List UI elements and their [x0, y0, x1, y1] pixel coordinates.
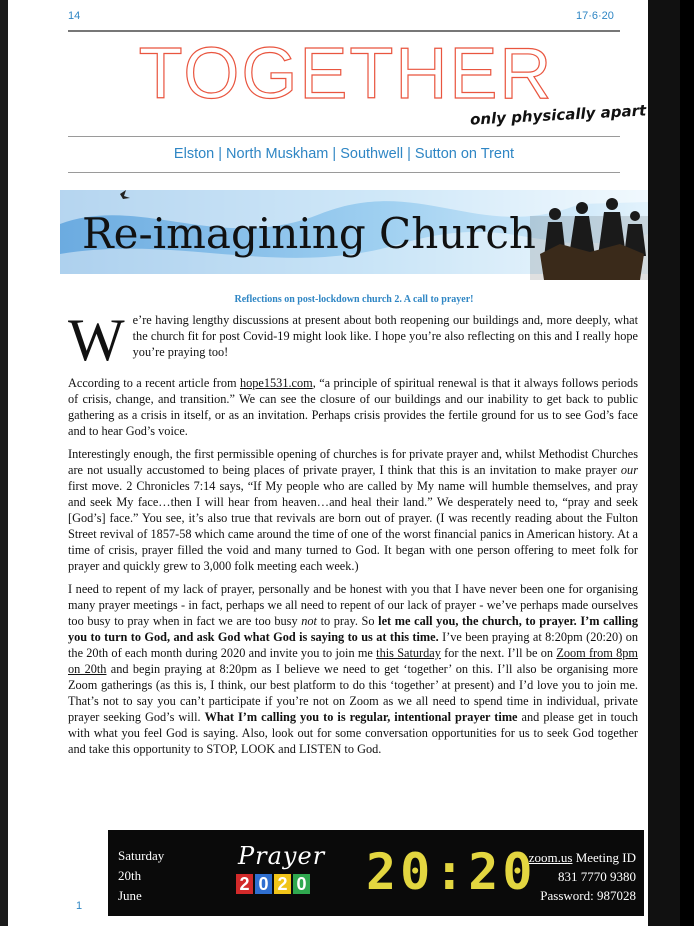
paragraph-2: According to a recent article from hope1531.com, “a principle of spiritual renewal is that it always follows periods of crisis, change, and transition.” We can see the closure of our buildings and our inability to get back to public gathering as a crisis in itself, or as an invitation. Perhaps crisis provides the fertile ground for us to see God’s face and to hear God’s voice.: [68, 376, 638, 438]
prayer-time-clock: 20:20: [366, 843, 537, 901]
masthead-title: TOGETHER: [138, 34, 554, 114]
document-page: [8, 0, 648, 926]
event-date: Saturday 20th June: [118, 848, 165, 903]
banner: [60, 184, 648, 280]
zoom-link[interactable]: zoom.us: [528, 850, 573, 865]
year-digit: 0: [293, 874, 310, 894]
article-title: Reflections on post-lockdown church 2. A call to prayer!: [234, 294, 474, 305]
viewer-edge: [680, 0, 694, 926]
header-date: 17·6·20: [576, 10, 614, 22]
masthead-subtitle: only physically apart: [469, 101, 647, 129]
page-footer-number: 1: [76, 900, 83, 912]
paragraph-4: I need to repent of my lack of prayer, personally and be honest with you that I have never been one for organising many prayer meetings - in fact, perhaps we all need to repent of our lack of prayer - we’ve perhaps made ourselves too busy to pray when in fact we are too busy not to pray. So let me call you, the church, to prayer. I’m calling you to turn to God, and ask God what God is saying to us at this time. I’ve been praying at 8:20pm (20:20) on the 20th of each month during 2020 and invite you to join me this Saturday for the next. I’ll be on Zoom from 8pm on 20th and begin praying at 8:20pm as I believe we need to get ‘together’ on this. I’ll also be organising more Zoom gatherings (as this is, I think, our best platform to do this ‘together’ at present) and I’d love you to join me. That’s not to say you can’t participate if you’re not on Zoom as we all need to spend time in individual, private prayer seeking God’s will. What I’m calling you to is regular, intentional prayer time and please get in touch with what you feel God is saying. Also, look out for some conversation opportunities for us to seek God together and take this opportunity to STOP, LOOK and LISTEN to God.: [68, 582, 639, 756]
dropcap: W: [68, 307, 125, 373]
prayer-logo-year: [236, 874, 310, 894]
year-digit: 0: [255, 874, 272, 894]
article-link[interactable]: hope1531.com: [239, 376, 313, 390]
zoom-details: zoom.us Meeting ID 831 7770 9380 Password: 987028: [528, 850, 636, 903]
prayer-footer-box: [108, 830, 644, 916]
masthead-rule-top: [68, 136, 620, 137]
places-line: Elston | North Muskham | Southwell | Sutton on Trent: [173, 146, 515, 162]
header-page-number: 14: [68, 10, 81, 22]
meeting-id: 831 7770 9380: [558, 869, 636, 884]
header-rule: [68, 30, 620, 32]
banner-graphic: [60, 184, 648, 280]
year-digit: 2: [274, 874, 291, 894]
paragraph-1: We’re having lengthy discussions at present about both reopening our buildings and, more deeply, what the church fit for post Covid-19 might look like. I hope you’re also reflecting on this and I really hope you’re praying too!: [68, 307, 638, 373]
masthead-rule-bottom: [68, 172, 620, 173]
meeting-password: Password: 987028: [540, 888, 636, 903]
year-digit: 2: [236, 874, 253, 894]
article-body: [68, 307, 639, 764]
banner-heading: Re-imagining Church: [82, 209, 536, 258]
prayer-logo-word: Prayer: [238, 842, 326, 870]
paragraph-3: Interestingly enough, the first permissible opening of churches is for private prayer and, whilst Methodist Churches are not usually accustomed to being places of private prayer, I think that this is an invitation to make prayer our first move. 2 Chronicles 7:14 says, “If My people who are called by My name will humble themselves, and pray and seek My face…then I will hear from heaven…and heal their land.” We desperately need to, “pray and seek [God’s] face.” You see, it’s also true that revivals are born out of prayer. (I was recently reading about the Fulton Street revival of 1857-58 which came around the time of one of the worst financial panics in American history. At a time of crisis, prayer filled the void and many turned to God. It began with one person offering to meet folk for prayer and quickly grew to 3,000 folk meeting each week.): [68, 447, 638, 573]
